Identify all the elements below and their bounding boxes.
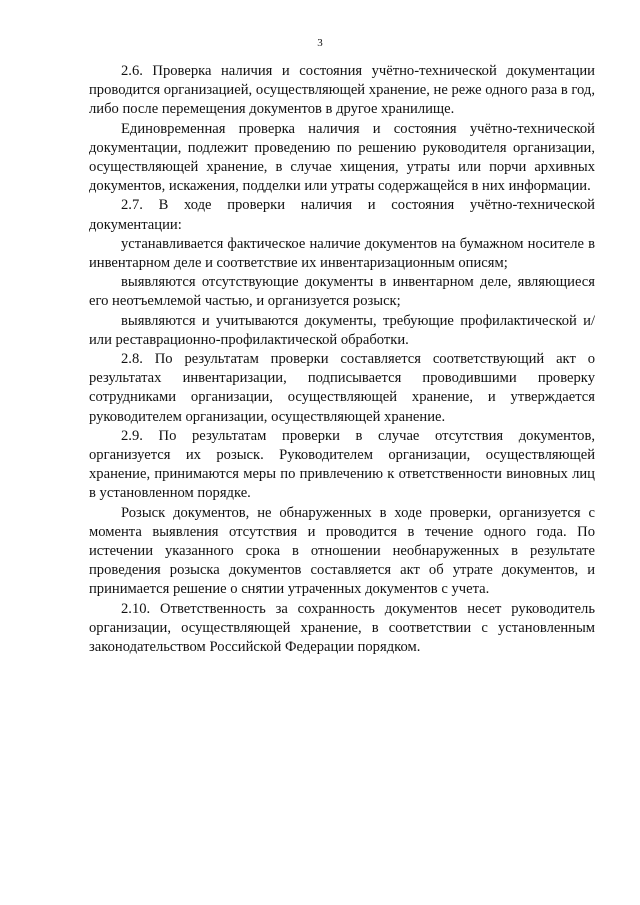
paragraph-2-9: 2.9. По результатам проверки в случае отсутствия документов, организуется их розыск. Руководителем организации, осуществляющей хранение, принимаются меры по привлечению к ответственности виновных лиц в установленном порядке. <box>89 427 595 502</box>
list-item-missing-documents: выявляются отсутствующие документы в инвентарном деле, являющиеся его неотъемлемой частью, и организуется розыск; <box>89 274 595 310</box>
page-number: 3 <box>317 37 323 49</box>
paragraph-one-time-check: Единовременная проверка наличия и состояния учётно-технической документации, подлежит проведению по решению руководителя организации, осуществляющей хранение, в случае хищения, утраты или порчи архивных документов, искажения, подделки или утраты содержащейся в них информации. <box>89 120 595 195</box>
paragraph-2-10: 2.10. Ответственность за сохранность документов несет руководитель организации, осуществляющей хранение, в соответствии с установленным законодательством Российской Федерации порядком. <box>89 600 595 656</box>
paragraph-2-8: 2.8. По результатам проверки составляется соответствующий акт о результатах инвентаризации, подписывается проводившими проверку сотрудниками организации, осуществляющей хранение, и утверждается руководителем организации, осуществляющей хранение. <box>89 351 595 425</box>
paragraph-2-7: 2.7. В ходе проверки наличия и состояния учётно-технической документации: <box>89 197 595 233</box>
list-item-restoration: выявляются и учитываются документы, требующие профилактической и/или реставрационно-профилактической обработки. <box>89 312 595 348</box>
list-item-actual-presence: устанавливается фактическое наличие документов на бумажном носителе в инвентарном деле и соответствие их инвентаризационным описям; <box>89 235 595 272</box>
paragraph-2-6: 2.6. Проверка наличия и состояния учётно-технической документации проводится организацией, осуществляющей хранение, не реже одного раза в год, либо после перемещения документов в другое хранилище. <box>89 63 595 118</box>
paragraph-search: Розыск документов, не обнаруженных в ходе проверки, организуется с момента выявления отсутствия и проводится в течение одного года. По истечении указанного срока в отношении необнаруженных в результате проведения розыска документов составляется акт об утрате документов, и принимается решение о снятии утраченных документов с учета. <box>89 504 595 598</box>
document-body <box>89 62 595 657</box>
